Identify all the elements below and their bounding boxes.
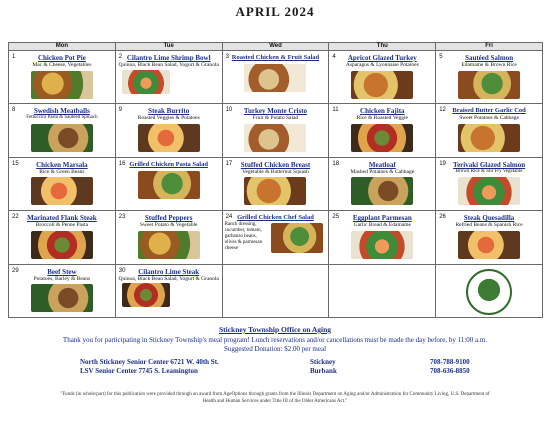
- meal-sides: Vegetable & Butternut Squash: [242, 168, 309, 175]
- center-address: LSV Senior Center 7745 S. Leamington: [80, 367, 198, 375]
- day-cell: [436, 104, 543, 157]
- meal-photo: [351, 231, 413, 259]
- meal-photo: [31, 71, 93, 99]
- day-header-wed: Wed: [222, 43, 329, 51]
- meal-name: Roasted Chicken & Fruit Salad: [231, 54, 320, 61]
- meal-sides: Roasted Veggies & Potatoes: [137, 115, 200, 122]
- meal-photo: [458, 124, 520, 152]
- day-number: 23: [118, 214, 126, 221]
- day-number: 8: [12, 107, 16, 114]
- day-number: 24: [225, 214, 233, 221]
- meal-name: Eggplant Parmesan: [352, 214, 412, 223]
- meal-name: Cilantro Lime Steak: [138, 267, 200, 276]
- day-number: 16: [118, 160, 126, 167]
- meal-name: Beef Stew: [47, 267, 77, 276]
- contact-row: [80, 367, 500, 376]
- meal-photo: [458, 177, 520, 205]
- day-cell-logo: [436, 264, 543, 317]
- meal-photo: [138, 124, 200, 152]
- meal-name: Steak Quesadilla: [463, 214, 515, 223]
- meal-photo: [122, 70, 170, 94]
- meal-name: Braised Butter Garlic Cod: [452, 107, 526, 115]
- center-phone: 708-788-9100: [430, 358, 470, 366]
- meal-sides: Refried Beans & Spanish Rice: [455, 222, 523, 229]
- meal-name: Apricot Glazed Turkey: [347, 54, 417, 62]
- day-cell: [436, 51, 543, 104]
- day-cell: [9, 157, 116, 210]
- meal-sides: Rice & Green Beans: [39, 168, 85, 175]
- meal-sides: Broccoli & Penne Pasta: [35, 222, 89, 229]
- day-cell: [9, 264, 116, 317]
- menu-calendar: [8, 42, 543, 318]
- meal-sides: Rice & Roasted Veggie: [356, 115, 408, 122]
- week-row: [9, 51, 543, 104]
- center-phone: 708-636-8850: [430, 367, 470, 375]
- meal-name: Steak Burrito: [148, 107, 190, 116]
- day-number: 5: [439, 54, 443, 60]
- day-cell: [329, 157, 436, 210]
- meal-photo: [244, 64, 306, 92]
- meal-name: Marinated Flank Steak: [27, 214, 97, 223]
- day-cell: [9, 211, 116, 264]
- meal-sides: Mashed Potatoes & Cabbage: [350, 168, 415, 175]
- meal-photo: [271, 223, 323, 253]
- calendar-title: APRIL 2024: [235, 4, 315, 19]
- day-cell: [222, 104, 329, 157]
- day-cell: [329, 211, 436, 264]
- meal-name: Stuffed Chicken Breast: [240, 160, 311, 169]
- day-cell: [9, 104, 116, 157]
- day-cell-empty: [329, 264, 436, 317]
- day-cell: [115, 51, 222, 104]
- program-notice: [0, 336, 550, 353]
- day-cell: [329, 51, 436, 104]
- office-title: Stickney Township Office on Aging: [218, 325, 332, 334]
- day-cell: [115, 264, 222, 317]
- meal-sides: Quinoa, Black Bean Salad, Yogurt & Granola: [118, 62, 219, 68]
- day-number: 29: [12, 267, 19, 274]
- meal-photo: [138, 231, 200, 259]
- day-header-fri: Fri: [436, 43, 543, 51]
- meal-sides: Fettuccini Pasta & Sautéed Spinach: [26, 115, 98, 121]
- day-number: 17: [225, 160, 233, 167]
- day-number: 26: [439, 214, 446, 221]
- meal-sides: Mac & Cheese, Vegetables: [32, 62, 92, 68]
- day-number: 10: [225, 107, 233, 114]
- day-cell: [436, 211, 543, 264]
- meal-sides: Garlic Bread & Edamame: [353, 222, 411, 229]
- meal-photo: [31, 124, 93, 152]
- meal-photo: [351, 124, 413, 152]
- meal-sides: Fruit & Potato Salad: [252, 115, 299, 122]
- donation-note: Suggested Donation: $2.00 per meal: [223, 344, 327, 353]
- day-cell-empty: [222, 264, 329, 317]
- meal-sides: Ranch dressing, cucumber, tomato, garbanzo beans, olives & parmesan cheese: [224, 222, 263, 252]
- week-row: [9, 211, 543, 264]
- meal-sides: Sweet Potato & Vegetable: [139, 222, 198, 229]
- meal-photo: [31, 284, 93, 312]
- meal-photo: [351, 71, 413, 99]
- day-number: 3: [225, 54, 229, 60]
- meal-photo: [138, 171, 200, 199]
- meal-name: Terivaki Glazed Salmon: [453, 160, 526, 169]
- senior-center-contacts: [80, 358, 500, 376]
- meal-name: Sautéed Salmon: [465, 54, 514, 62]
- day-number: 30: [118, 267, 126, 274]
- meal-sides: Quinoa, Black Bean Salad, Yogurt & Granola: [118, 275, 219, 282]
- day-cell: [115, 211, 222, 264]
- meal-photo: [458, 71, 520, 99]
- contact-row: [80, 358, 500, 367]
- day-cell: [222, 51, 329, 104]
- meal-sides: Potatoes, Barley & Beans: [33, 275, 91, 282]
- funding-disclaimer: "Funds (in whole/part) for this publication were provided through an award from AgeOptions through grants from the Illinois Department on Aging and/or Administration for Community Living, U.S. Department of Health and Human Services under Title III of the Older Americans Act.": [60, 392, 490, 404]
- day-number: 22: [12, 214, 19, 221]
- meal-name: Swedish Meatballs: [33, 107, 90, 116]
- meal-name: Chicken Marsala: [36, 160, 88, 169]
- center-town: Stickney: [310, 358, 336, 366]
- meal-name: Stuffed Peppers: [144, 214, 193, 223]
- center-town: Burbank: [310, 367, 337, 375]
- day-cell: [9, 51, 116, 104]
- day-cell: [222, 157, 329, 210]
- meal-name: Chicken Pot Pie: [37, 54, 86, 62]
- day-header-mon: Mon: [9, 43, 116, 51]
- day-cell: [115, 104, 222, 157]
- meal-sides: Sweet Potatoes & Cabbage: [459, 115, 519, 122]
- day-header-tue: Tue: [115, 43, 222, 51]
- day-number: 9: [118, 107, 123, 114]
- day-number: 11: [332, 107, 339, 114]
- day-number: 4: [332, 54, 336, 60]
- week-row: [9, 104, 543, 157]
- meal-name: Meatloaf: [368, 160, 396, 169]
- meal-name: Chicken Fajita: [360, 107, 405, 116]
- meal-photo: [458, 231, 520, 259]
- week-row: [9, 264, 543, 317]
- day-cell: [329, 104, 436, 157]
- day-number: 25: [332, 214, 340, 221]
- meal-photo: [122, 283, 170, 307]
- day-number: 12: [439, 107, 446, 114]
- reservation-note: Thank you for participating in Stickney Township's meal program! Lunch reservations and/or cancellations must be made the day before, by 11:00 a.m.: [62, 336, 488, 344]
- day-number: 15: [12, 160, 19, 167]
- day-cell: [115, 157, 222, 210]
- meal-name: Cilantro Lime Shrimp Bowl: [126, 54, 211, 62]
- meal-name: Grilled Chicken Chef Salad: [237, 214, 314, 222]
- day-cell: [222, 211, 329, 264]
- day-header-thu: Thu: [329, 43, 436, 51]
- meal-photo: [244, 177, 306, 205]
- meal-sides: Brown Rice & Stir Fry Vegetable: [455, 168, 523, 174]
- meal-sides: Edamame & Brown Rice: [461, 62, 517, 68]
- township-seal-logo: [466, 269, 512, 315]
- meal-photo: [31, 177, 93, 205]
- center-address: North Stickney Senior Center 6721 W. 40th St.: [80, 358, 219, 366]
- meal-photo: [31, 231, 93, 259]
- day-number: 1: [12, 54, 16, 60]
- day-number: 19: [439, 160, 446, 167]
- meal-sides: Asparagus & Lyonnaise Potatoes: [345, 62, 419, 68]
- meal-photo: [244, 124, 306, 152]
- day-number: 18: [332, 160, 340, 167]
- meal-photo: [351, 177, 413, 205]
- day-cell: [436, 157, 543, 210]
- week-row: [9, 157, 543, 210]
- meal-name: Turkey Monte Cristo: [243, 107, 308, 116]
- day-number: 2: [118, 54, 123, 60]
- meal-name: Grilled Chicken Pasta Salad: [129, 160, 208, 168]
